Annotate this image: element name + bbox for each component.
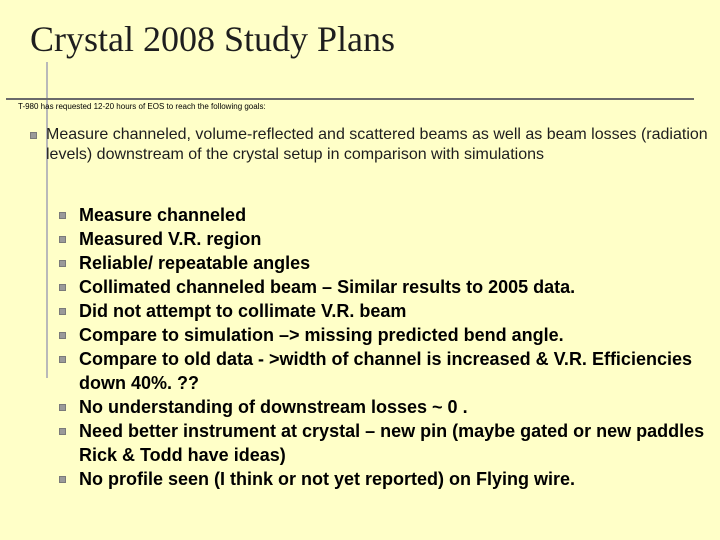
main-bullet [30,125,710,165]
square-bullet-icon [59,476,66,483]
sub-bullet-text: No profile seen (I think or not yet reported) on Flying wire. [79,469,576,489]
sub-bullet-item [55,467,710,491]
sub-bullet-item [55,275,710,299]
square-bullet-icon [59,284,66,291]
sub-bullet-text: Need better instrument at crystal – new pin (maybe gated or new paddles Rick & Todd have ideas) [79,421,705,465]
main-bullet-text: Measure channeled, volume-reflected and scattered beams as well as beam losses (radiation levels) downstream of the crystal setup in comparison with simulations [46,126,708,163]
square-bullet-icon [59,356,66,363]
square-bullet-icon [59,308,66,315]
square-bullet-icon [59,332,66,339]
square-bullet-icon [59,212,66,219]
sub-bullet-text: Compare to old data - >width of channel is increased & V.R. Efficiencies down 40%. ?? [79,349,692,393]
sub-bullet-text: Compare to simulation –> missing predicted bend angle. [79,325,564,345]
sub-bullet-item [55,395,710,419]
square-bullet-icon [59,404,66,411]
goals-note: T-980 has requested 12-20 hours of EOS to reach the following goals: [18,102,266,111]
sub-bullet-text: No understanding of downstream losses ~ 0 . [79,397,468,417]
sub-bullet-item [55,299,710,323]
sub-bullet-item [55,419,710,467]
square-bullet-icon [59,260,66,267]
square-bullet-icon [59,236,66,243]
sub-bullet-item [55,227,710,251]
slide-title: Crystal 2008 Study Plans [30,19,396,59]
sub-bullet-text: Did not attempt to collimate V.R. beam [79,301,407,321]
sub-bullet-item [55,251,710,275]
sub-bullet-item [55,347,710,395]
square-bullet-icon [59,428,66,435]
square-bullet-icon [30,132,37,139]
top-rule [6,98,694,100]
sub-bullet-text: Measured V.R. region [79,229,262,249]
sub-bullet-text: Measure channeled [79,205,247,225]
sub-bullet-text: Reliable/ repeatable angles [79,253,311,273]
sub-bullet-item [55,323,710,347]
sub-bullet-text: Collimated channeled beam – Similar results to 2005 data. [79,277,576,297]
sub-bullet-item [55,203,710,227]
sub-bullet-list [55,203,710,491]
